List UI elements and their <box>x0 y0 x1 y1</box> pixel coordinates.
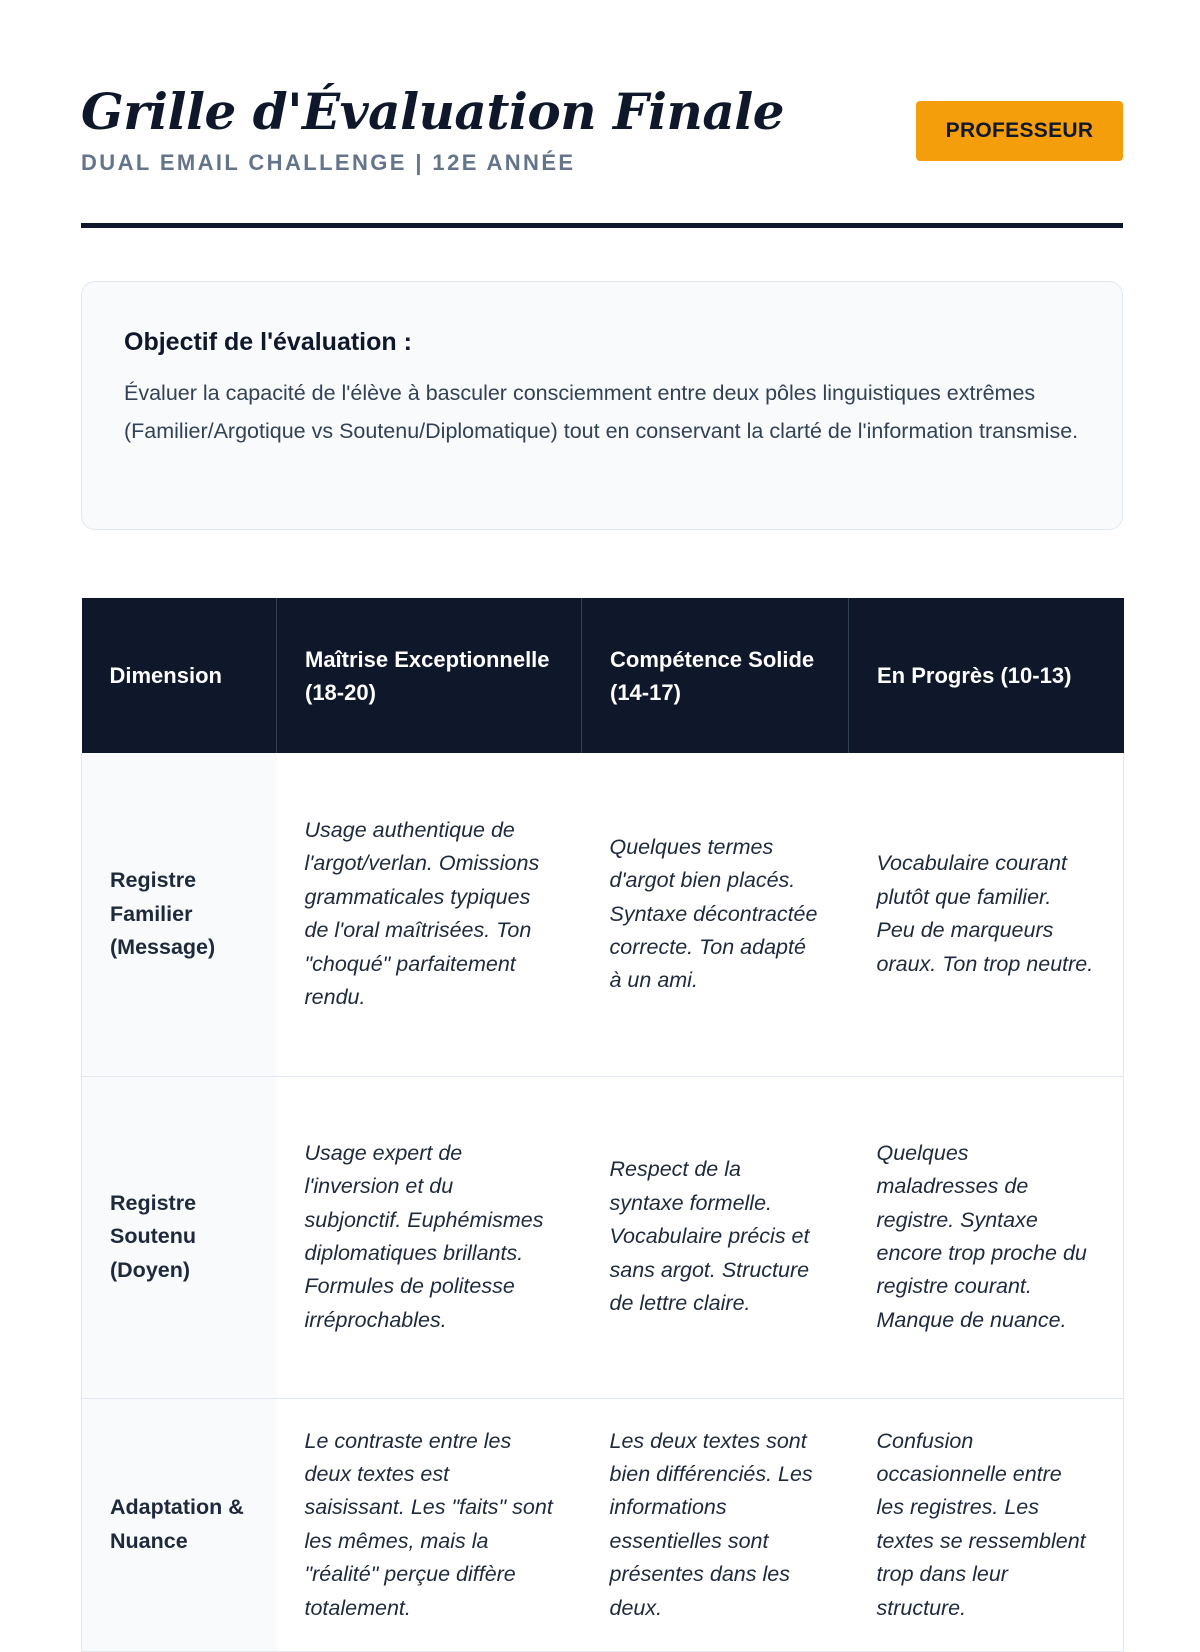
criterion-cell: Respect de la syntaxe formelle. Vocabulaire précis et sans argot. Structure de lettre claire. <box>582 1076 849 1398</box>
objective-heading: Objectif de l'évaluation : <box>124 328 412 356</box>
page-title: Grille d'Évaluation Finale <box>81 82 785 141</box>
criterion-cell: Quelques termes d'argot bien placés. Syntaxe décontractée correcte. Ton adapté à un ami. <box>582 753 849 1076</box>
column-header-solid: Compétence Solide (14-17) <box>582 598 849 753</box>
dimension-cell: Registre Soutenu (Doyen) <box>82 1076 277 1398</box>
criterion-cell: Le contraste entre les deux textes est saisissant. Les "faits" sont les mêmes, mais la "réalité" perçue diffère totalement. <box>277 1398 582 1651</box>
column-header-exceptional: Maîtrise Exceptionnelle (18-20) <box>277 598 582 753</box>
objective-text: Évaluer la capacité de l'élève à basculer consciemment entre deux pôles linguistiques extrêmes (Familier/Argotique vs Soutenu/Diplomatique) tout en conservant la clarté de l'information transmise. <box>124 381 1079 443</box>
table-row <box>82 1076 1124 1398</box>
criterion-cell: Usage authentique de l'argot/verlan. Omissions grammaticales typiques de l'oral maîtrisées. Ton "choqué" parfaitement rendu. <box>277 753 582 1076</box>
role-badge: PROFESSEUR <box>916 101 1123 161</box>
table-row <box>82 753 1124 1076</box>
table-header-row <box>82 598 1124 753</box>
table-row <box>82 1398 1124 1651</box>
criterion-cell: Usage expert de l'inversion et du subjonctif. Euphémismes diplomatiques brillants. Formules de politesse irréprochables. <box>277 1076 582 1398</box>
page-header <box>81 80 1123 228</box>
dimension-cell: Adaptation & Nuance <box>82 1398 277 1651</box>
column-header-dimension: Dimension <box>82 598 277 753</box>
page-subtitle: DUAL EMAIL CHALLENGE | 12E ANNÉE <box>81 150 576 175</box>
objective-box <box>81 281 1123 530</box>
dimension-cell: Registre Familier (Message) <box>82 753 277 1076</box>
criterion-cell: Les deux textes sont bien différenciés. Les informations essentielles sont présentes dans les deux. <box>582 1398 849 1651</box>
criterion-cell: Confusion occasionnelle entre les registres. Les textes se ressemblent trop dans leur structure. <box>849 1398 1124 1651</box>
rubric-table <box>81 598 1124 1652</box>
criterion-cell: Vocabulaire courant plutôt que familier. Peu de marqueurs oraux. Ton trop neutre. <box>849 753 1124 1076</box>
criterion-cell: Quelques maladresses de registre. Syntaxe encore trop proche du registre courant. Manque de nuance. <box>849 1076 1124 1398</box>
column-header-progress: En Progrès (10-13) <box>849 598 1124 753</box>
